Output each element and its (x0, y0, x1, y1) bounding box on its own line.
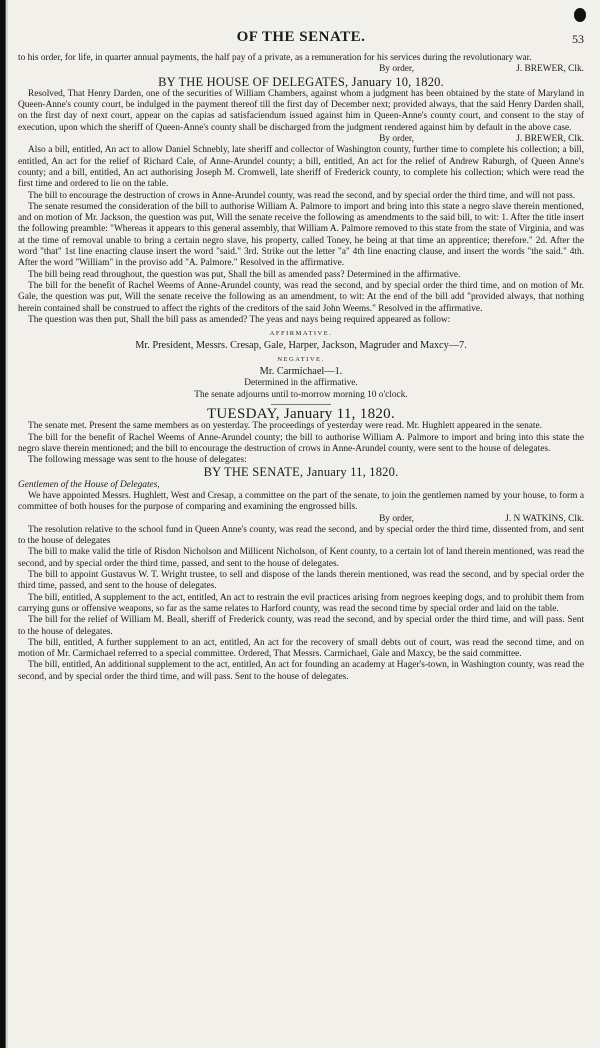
page-title: OF THE SENATE. (236, 29, 366, 45)
negative-label: NEGATIVE. (277, 355, 325, 363)
section-heading: BY THE SENATE, January 11, 1820. (203, 465, 399, 480)
paragraph: The bill, entitled, A further supplement to an act, entitled, An act for the recovery of small debts out of court, was read the second time, and on motion of Mr. Carmichael referred to a special committee. Ordered, That Messrs. Carmichael, Gale and Maxcy, be the said committee. (18, 637, 584, 660)
paragraph: to his order, for life, in quarter annual payments, the half pay of a private, as a remuneration for his services during the revolutionary war. (18, 53, 532, 63)
signature-name: J. N WATKINS, Clk. (505, 513, 584, 524)
paragraph: The bill, entitled, A supplement to the act, entitled, An act to restrain the evil practices arising from negroes keeping dogs, and to prohibit them from carrying guns or offensive weapons, so far as the same relates to Harford county, was read the second time by special order and laid on the table. (18, 592, 584, 614)
vote-result: Determined in the affirmative. (244, 378, 358, 389)
corner-ink-mark (574, 8, 586, 22)
affirmative-members: Mr. President, Messrs. Cresap, Gale, Harper, Jackson, Magruder and Maxcy—7. (135, 340, 467, 352)
affirmative-label: AFFIRMATIVE. (269, 330, 333, 338)
paragraph: The bill for the benefit of Rachel Weems of Anne-Arundel county; the bill to authorise William A. Palmore to import and bring into this state the negro slave therein mentioned; and the bill to encourage the destruction of crows in Anne-Arundel county, were sent to the house of delegates. (18, 432, 584, 454)
paragraph: The bill, entitled, An additional supplement to the act, entitled, An act for founding an academy at Hager's-town, in Washington county, was read the second, and by special order the third time, and will pass. Sent to the house of delegates. (18, 660, 584, 682)
signature-line (18, 514, 584, 525)
signature-line (18, 134, 584, 145)
day-heading: TUESDAY, January 11, 1820. (206, 405, 396, 422)
paragraph: The bill for the relief of William M. Beall, sheriff of Frederick county, was read the second, and by special order the third time, and will pass. Sent to the house of delegates. (18, 615, 584, 637)
paragraph: Resolved, That Henry Darden, one of the securities of William Chambers, against whom a judgment has been obtained by the state of Maryland in Queen-Anne's county court, be indulged in the payment thereof till the first day of December next; provided always, that the said Henry Darden shall, on the first day of next court, appear on the capias ad satisfaciendum issued against him in Queen-Anne's county court, and consent to the stay of execution, upon which the sheriff of Queen-Anne's county shall be discharged from the judgment rendered against him by default in the above case. (18, 88, 584, 133)
paragraph: The bill to encourage the destruction of crows in Anne-Arundel county, was read the second, and by special order the third time, and will not pass. (28, 190, 576, 201)
paragraph: The bill to appoint Gustavus W. T. Wright trustee, to sell and dispose of the lands therein mentioned, was read the second, and by special order the third time, passed, and sent to the house of delegates. (18, 570, 584, 592)
page-binding-edge (0, 0, 8, 1048)
signature-name: J. BREWER, Clk. (516, 64, 584, 75)
signature-name: J. BREWER, Clk. (516, 134, 584, 145)
page-number: 53 (572, 32, 584, 46)
paragraph: The following message was sent to the house of delegates: (28, 455, 247, 466)
paragraph: The resolution relative to the school fund in Queen Anne's county, was read the second, and by special order the third time, dissented from, and sent to the house of delegates (18, 524, 584, 547)
paragraph: The question was then put, Shall the bill pass as amended? The yeas and nays being required appeared as follow: (28, 314, 451, 325)
signature-line (18, 64, 584, 75)
signature-by: By order, (379, 64, 414, 75)
section-heading: BY THE HOUSE OF DELEGATES, January 10, 1820. (158, 74, 444, 89)
adjournment-note: The senate adjourns until to-morrow morning 10 o'clock. (194, 389, 408, 400)
paragraph: The senate met. Present the same members as on yesterday. The proceedings of yesterday were read. Mr. Hughlett appeared in the senate. (28, 421, 542, 432)
paragraph: The senate resumed the consideration of the bill to authorise William A. Palmore to import and bring into this state a negro slave therein mentioned, and on motion of Mr. Jackson, the question was put, Will the senate receive the following as amendments to the said bill, to wit: 1. After the title insert the following preamble: "Whereas it appears to this general assembly, that William A. Palmore removed to this state from the state of Virginia, and was at the time of removal unable to bring a certain negro slave, his property, called Toney, he being at that time an apprentice; therefore." 2d. After the word "that" 1st line enacting clause insert the word "said." 3rd. Strike out the letter "a" 4th line enacting clause, and insert the words "the said." 4th. After the word "William" in the proviso add "A. Palmore." Resolved in the affirmative. (18, 201, 584, 269)
paragraph: Also a bill, entitled, An act to allow Daniel Schnebly, late sheriff and collector of Washington county, further time to complete his collection; a bill, entitled, An act for the relief of Richard Cale, of Anne-Arundel county; a bill, entitled, An act for the relief of Andrew Raburgh, of Queen Anne's county; and a bill, entitled, An act authorising Joseph M. Cromwell, late sheriff of Frederick county, to complete his collection; which were read the first time and ordered to lie on the table. (18, 145, 584, 190)
section-divider (271, 404, 331, 405)
signature-by: By order, (379, 134, 414, 145)
paragraph: The bill to make valid the title of Risdon Nicholson and Millicent Nicholson, of Kent county, to a certain lot of land therein mentioned, was read the second, and by special order the third time, passed, and sent to the house of delegates. (18, 547, 584, 569)
paragraph: The bill being read throughout, the question was put, Shall the bill as amended pass? Determined in the affirmative. (28, 269, 461, 280)
salutation: Gentlemen of the House of Delegates, (18, 479, 160, 490)
signature-by: By order, (379, 513, 414, 524)
paragraph: We have appointed Messrs. Hughlett, West and Cresap, a committee on the part of the senate, to join the gentlemen named by your house, to form a committee of both houses for the purpose of comparing and examining the engrossed bills. (18, 490, 584, 513)
journal-page (18, 29, 584, 683)
negative-members: Mr. Carmichael—1. (259, 366, 343, 378)
page-header (18, 29, 584, 48)
paragraph: The bill for the benefit of Rachel Weems of Anne-Arundel county, was read the second, and by special order the third time, and on motion of Mr. Gale, the question was put, Will the senate receive the following as an amendment, to wit: At the end of the bill add "provided always, that nothing herein contained shall be construed to affect the rights of the creditors of the said John Weems." Resolved in the affirmative. (18, 280, 584, 314)
